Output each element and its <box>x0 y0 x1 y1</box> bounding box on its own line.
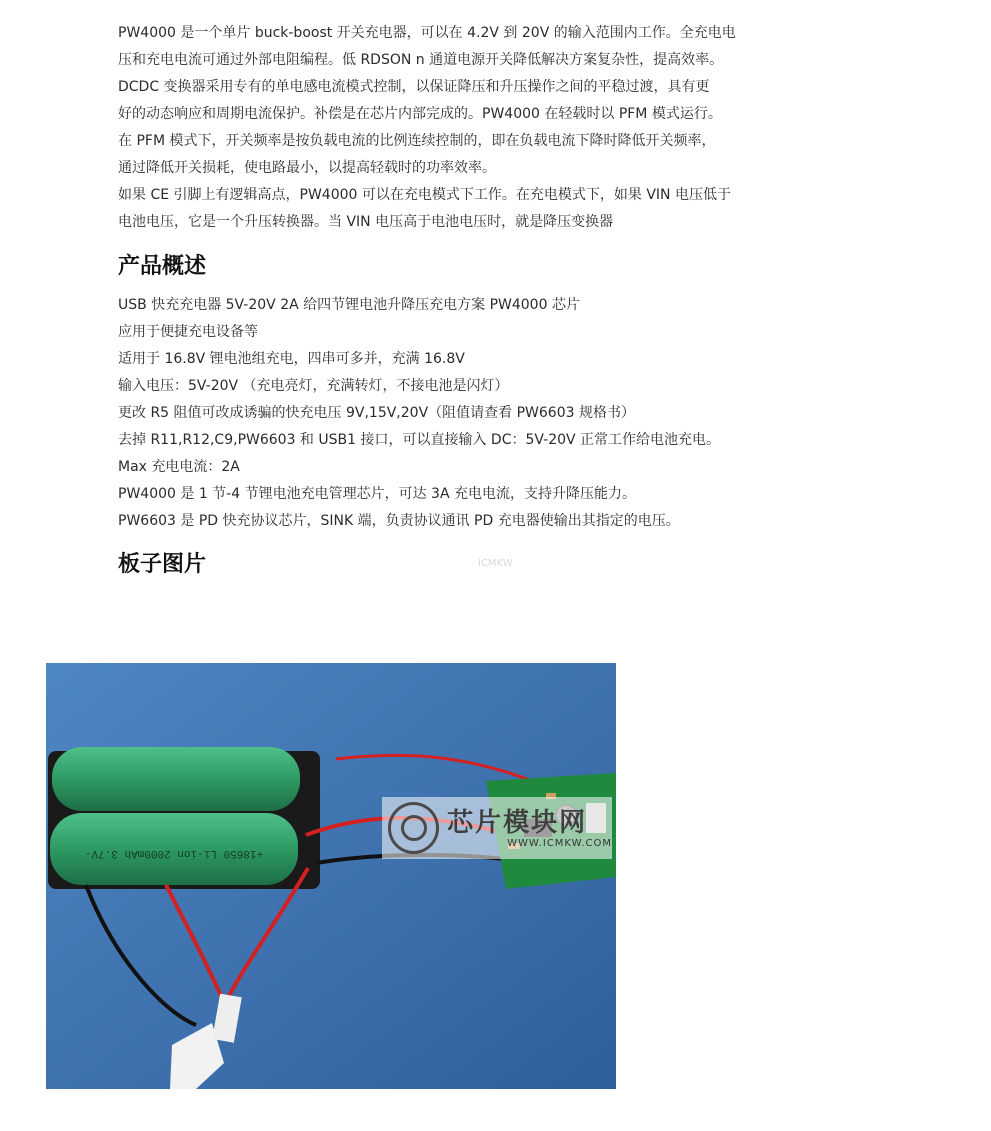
overview-item: Max 充电电流：2A <box>118 459 240 475</box>
overview-item: PW6603 是 PD 快充协议芯片，SINK 端，负责协议通讯 PD 充电器使输出其指定的电压。 <box>118 513 680 529</box>
watermark-text: ICMKW <box>478 558 513 569</box>
intro-line: PW4000 是一个单片 buck-boost 开关充电器，可以在 4.2V 到 20V 的输入范围内工作。全充电电 <box>118 25 736 41</box>
intro-line: 电池电压，它是一个升压转换器。当 VIN 电压高于电池电压时，就是降压变换器 <box>118 214 614 230</box>
overview-item: PW4000 是 1 节-4 节锂电池充电管理芯片，可达 3A 充电电流，支持升降压能力。 <box>118 486 636 502</box>
overview-list <box>118 292 878 535</box>
overview-item: 更改 R5 阻值可改成诱骗的快充电压 9V,15V,20V（阻值请查看 PW6603 规格书） <box>118 405 635 421</box>
battery-label: +18650 Li-ion 2000mAh 3.7V- <box>84 847 264 859</box>
battery-cell-top <box>52 747 300 811</box>
board-photo <box>46 663 616 1089</box>
intro-block <box>118 20 868 236</box>
overview-item: 输入电压：5V-20V （充电亮灯，充满转灯，不接电池是闪灯） <box>118 378 509 394</box>
section-heading-overview: 产品概述 <box>118 254 207 279</box>
intro-line: 压和充电电流可通过外部电阻编程。低 RDSON n 通道电源开关降低解决方案复杂性，提高效率。 <box>118 52 724 68</box>
overview-item: USB 快充充电器 5V-20V 2A 给四节锂电池升降压充电方案 PW4000 芯片 <box>118 297 580 313</box>
intro-line: 好的动态响应和周期电流保护。补偿是在芯片内部完成的。PW4000 在轻载时以 PFM 模式运行。 <box>118 106 722 122</box>
overview-item: 去掉 R11,R12,C9,PW6603 和 USB1 接口，可以直接输入 DC：5V-20V 正常工作给电池充电。 <box>118 432 721 448</box>
chip-logo-icon <box>388 802 439 854</box>
section-heading-board-photo: 板子图片 <box>118 552 207 577</box>
watermark-overlay <box>382 797 612 859</box>
watermark-url: WWW.ICMKW.COM <box>507 837 612 849</box>
intro-line: 在 PFM 模式下，开关频率是按负载电流的比例连续控制的，即在负载电流下降时降低开关频率， <box>118 133 716 149</box>
intro-line: 如果 CE 引脚上有逻辑高点，PW4000 可以在充电模式下工作。在充电模式下，如果 VIN 电压低于 <box>118 187 731 203</box>
intro-line: DCDC 变换器采用专有的单电感电流模式控制，以保证降压和升压操作之间的平稳过渡，具有更 <box>118 79 710 95</box>
photo-illustration <box>46 663 616 1089</box>
overview-item: 适用于 16.8V 锂电池组充电，四串可多并，充满 16.8V <box>118 351 465 367</box>
overview-item: 应用于便捷充电设备等 <box>118 324 258 340</box>
intro-line: 通过降低开关损耗，使电路最小，以提高轻载时的功率效率。 <box>118 160 496 176</box>
watermark-cn: 芯片模块网 <box>447 807 588 838</box>
